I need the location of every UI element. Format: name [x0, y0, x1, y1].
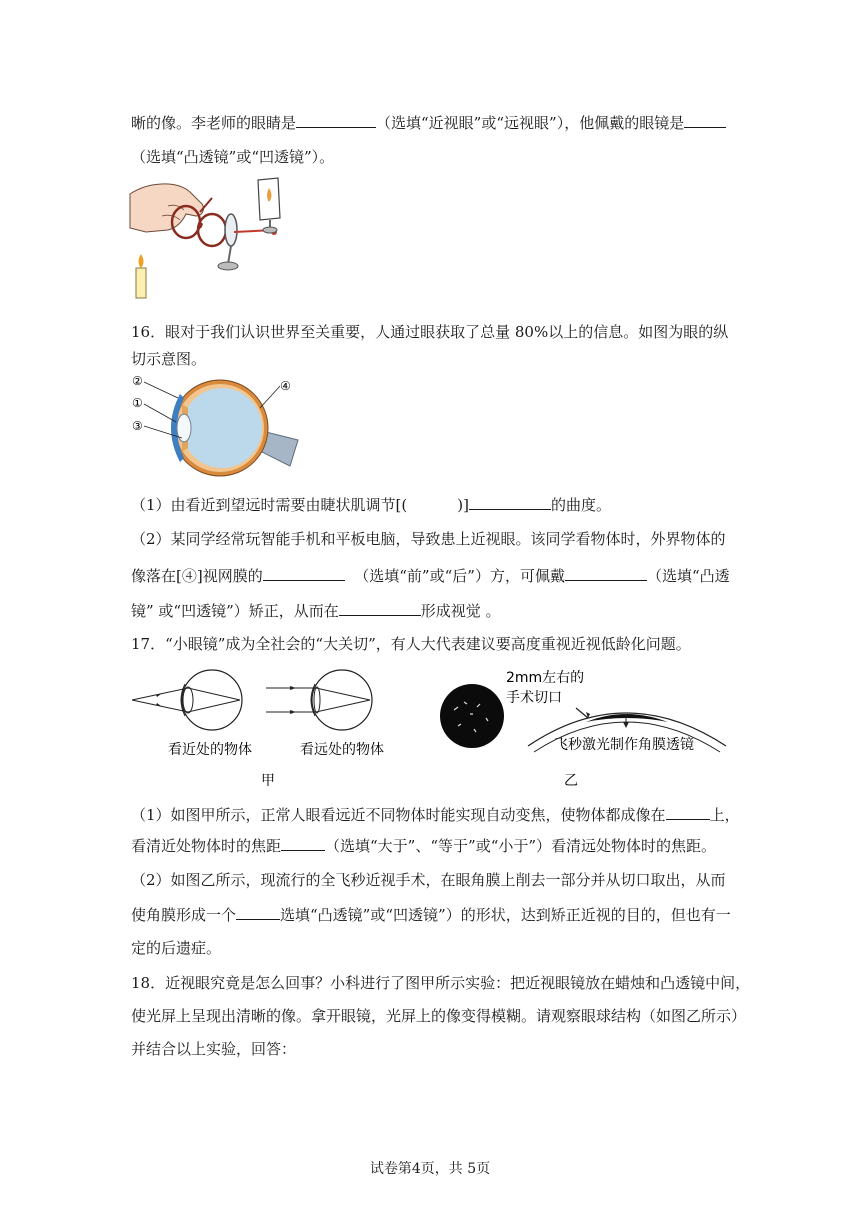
q17-text: 上，: [709, 806, 740, 824]
q18-line-2: [131, 1005, 746, 1027]
q17-text: （1）如图甲所示，正常人眼看远近不同物体时能实现自动变焦，使物体都成像在: [131, 806, 666, 824]
answer-blank[interactable]: [296, 111, 376, 128]
answer-blank[interactable]: [469, 493, 551, 510]
q18-text: 并结合以上实验，回答：: [131, 1040, 297, 1058]
q16-part2-line-2: [131, 564, 730, 587]
q16-part2-line-1: [131, 528, 726, 550]
q18-line-3: [131, 1038, 296, 1060]
eye-label-4: ④: [280, 379, 291, 393]
q18-text: 使光屏上呈现出清晰的像。拿开眼镜，光屏上的像变得模糊。请观察眼球结构（如图乙所示）: [131, 1007, 747, 1025]
q17-text: （2）如图乙所示，现流行的全飞秒近视手术，在眼角膜上削去一部分并从切口取出，从而: [131, 871, 726, 889]
q17-text: 17．“小眼镜”成为全社会的“大关切”，有人大代表建议要高度重视近视低龄化问题。: [131, 635, 691, 653]
q16-text: （选填“前”或“后”）方，可佩戴: [354, 567, 565, 585]
page-footer: 试卷第4页，共 5页: [369, 1161, 491, 1177]
vitreous-body: [182, 388, 262, 468]
figure-a-eye-focus: [130, 662, 400, 792]
q17-text: 使角膜形成一个: [131, 906, 237, 924]
answer-blank[interactable]: [666, 803, 710, 820]
q17-part2-line-2: [131, 903, 731, 926]
crystalline-lens: [177, 414, 191, 442]
incision-label-1: 2mm左右的: [506, 670, 585, 686]
q16-text: 16．眼对于我们认识世界至关重要，人通过眼获取了总量 80%以上的信息。如图为眼的纵: [131, 323, 729, 341]
q15-line-1: [131, 111, 726, 134]
q15-text: （选填“凸透镜”或“凹透镜”）。: [131, 148, 335, 166]
eye-label-2: ②: [132, 374, 143, 388]
q16-text: 镜” 或“凹透镜”）矫正，从而在: [131, 602, 339, 620]
q18-line-1: [131, 972, 750, 994]
answer-blank[interactable]: [281, 834, 325, 851]
eye-far-icon: [312, 670, 372, 730]
q17-text: 选填“凸透镜”或“凹透镜”）的形状，达到矫正近视的目的，但也有一: [280, 906, 731, 924]
q16-text: 像落在[④]视网膜的: [131, 567, 263, 585]
q17-line-1: [131, 633, 691, 655]
q17-text: 定的后遗症。: [131, 939, 222, 957]
q17-part2-line-1: [131, 869, 726, 891]
caption-near: 看近处的物体: [168, 742, 252, 758]
q18-text: 18．近视眼究竟是怎么回事？小科进行了图甲所示实验：把近视眼镜放在蜡烛和凸透镜中间，: [131, 974, 751, 992]
q17-part1-line-1: [131, 803, 740, 826]
eye-label-3: ③: [132, 419, 143, 433]
q15-text: 晰的像。李老师的眼睛是: [131, 114, 297, 132]
q17-text: （选填“大于”、“等于”或“小于”）看清远处物体时的焦距。: [325, 837, 717, 855]
q16-text: （1）由看近到望远时需要由睫状肌调节[(: [131, 496, 408, 514]
lenticule-label: 飞秒激光制作角膜透镜: [554, 737, 694, 753]
q17-part2-line-3: [131, 937, 221, 959]
incision-label-2: 手术切口: [506, 690, 562, 706]
figure-label-jia: 甲: [261, 773, 275, 789]
q16-text: （2）某同学经常玩智能手机和平板电脑，导致患上近视眼。该同学看物体时，外界物体的: [131, 530, 726, 548]
answer-blank[interactable]: [263, 564, 345, 581]
q16-line-2: [131, 348, 206, 370]
q15-text: （选填“近视眼”或“远视眼”），他佩戴的眼镜是: [376, 114, 685, 132]
answer-blank[interactable]: [236, 903, 280, 920]
q16-text: 的曲度。: [550, 496, 611, 514]
q16-text: )]: [457, 496, 469, 514]
eye-label-1: ①: [132, 396, 143, 410]
answer-blank[interactable]: [339, 599, 421, 616]
q16-part2-line-3: [131, 599, 501, 622]
q16-part1: [131, 493, 611, 516]
caption-far: 看远处的物体: [300, 742, 384, 758]
q16-text: 形成视觉 。: [420, 602, 501, 620]
candle-icon: [136, 268, 146, 298]
glasses-experiment-figure: [128, 172, 298, 302]
cornea-closeup-icon: [440, 684, 504, 748]
answer-blank[interactable]: [565, 564, 647, 581]
figure-b-femtosecond-surgery: [436, 662, 736, 792]
q16-text: 切示意图。: [131, 350, 207, 368]
q16-text: （选填“凸透: [646, 567, 730, 585]
q17-text: 看清近处物体时的焦距: [131, 837, 282, 855]
q17-part1-line-2: [131, 834, 716, 857]
convex-lens-icon: [225, 214, 237, 246]
figure-label-yi: 乙: [564, 773, 578, 789]
eye-section-diagram: [128, 374, 308, 486]
q15-line-2: [131, 146, 334, 168]
q16-line-1: [131, 321, 728, 343]
answer-blank[interactable]: [684, 111, 726, 128]
